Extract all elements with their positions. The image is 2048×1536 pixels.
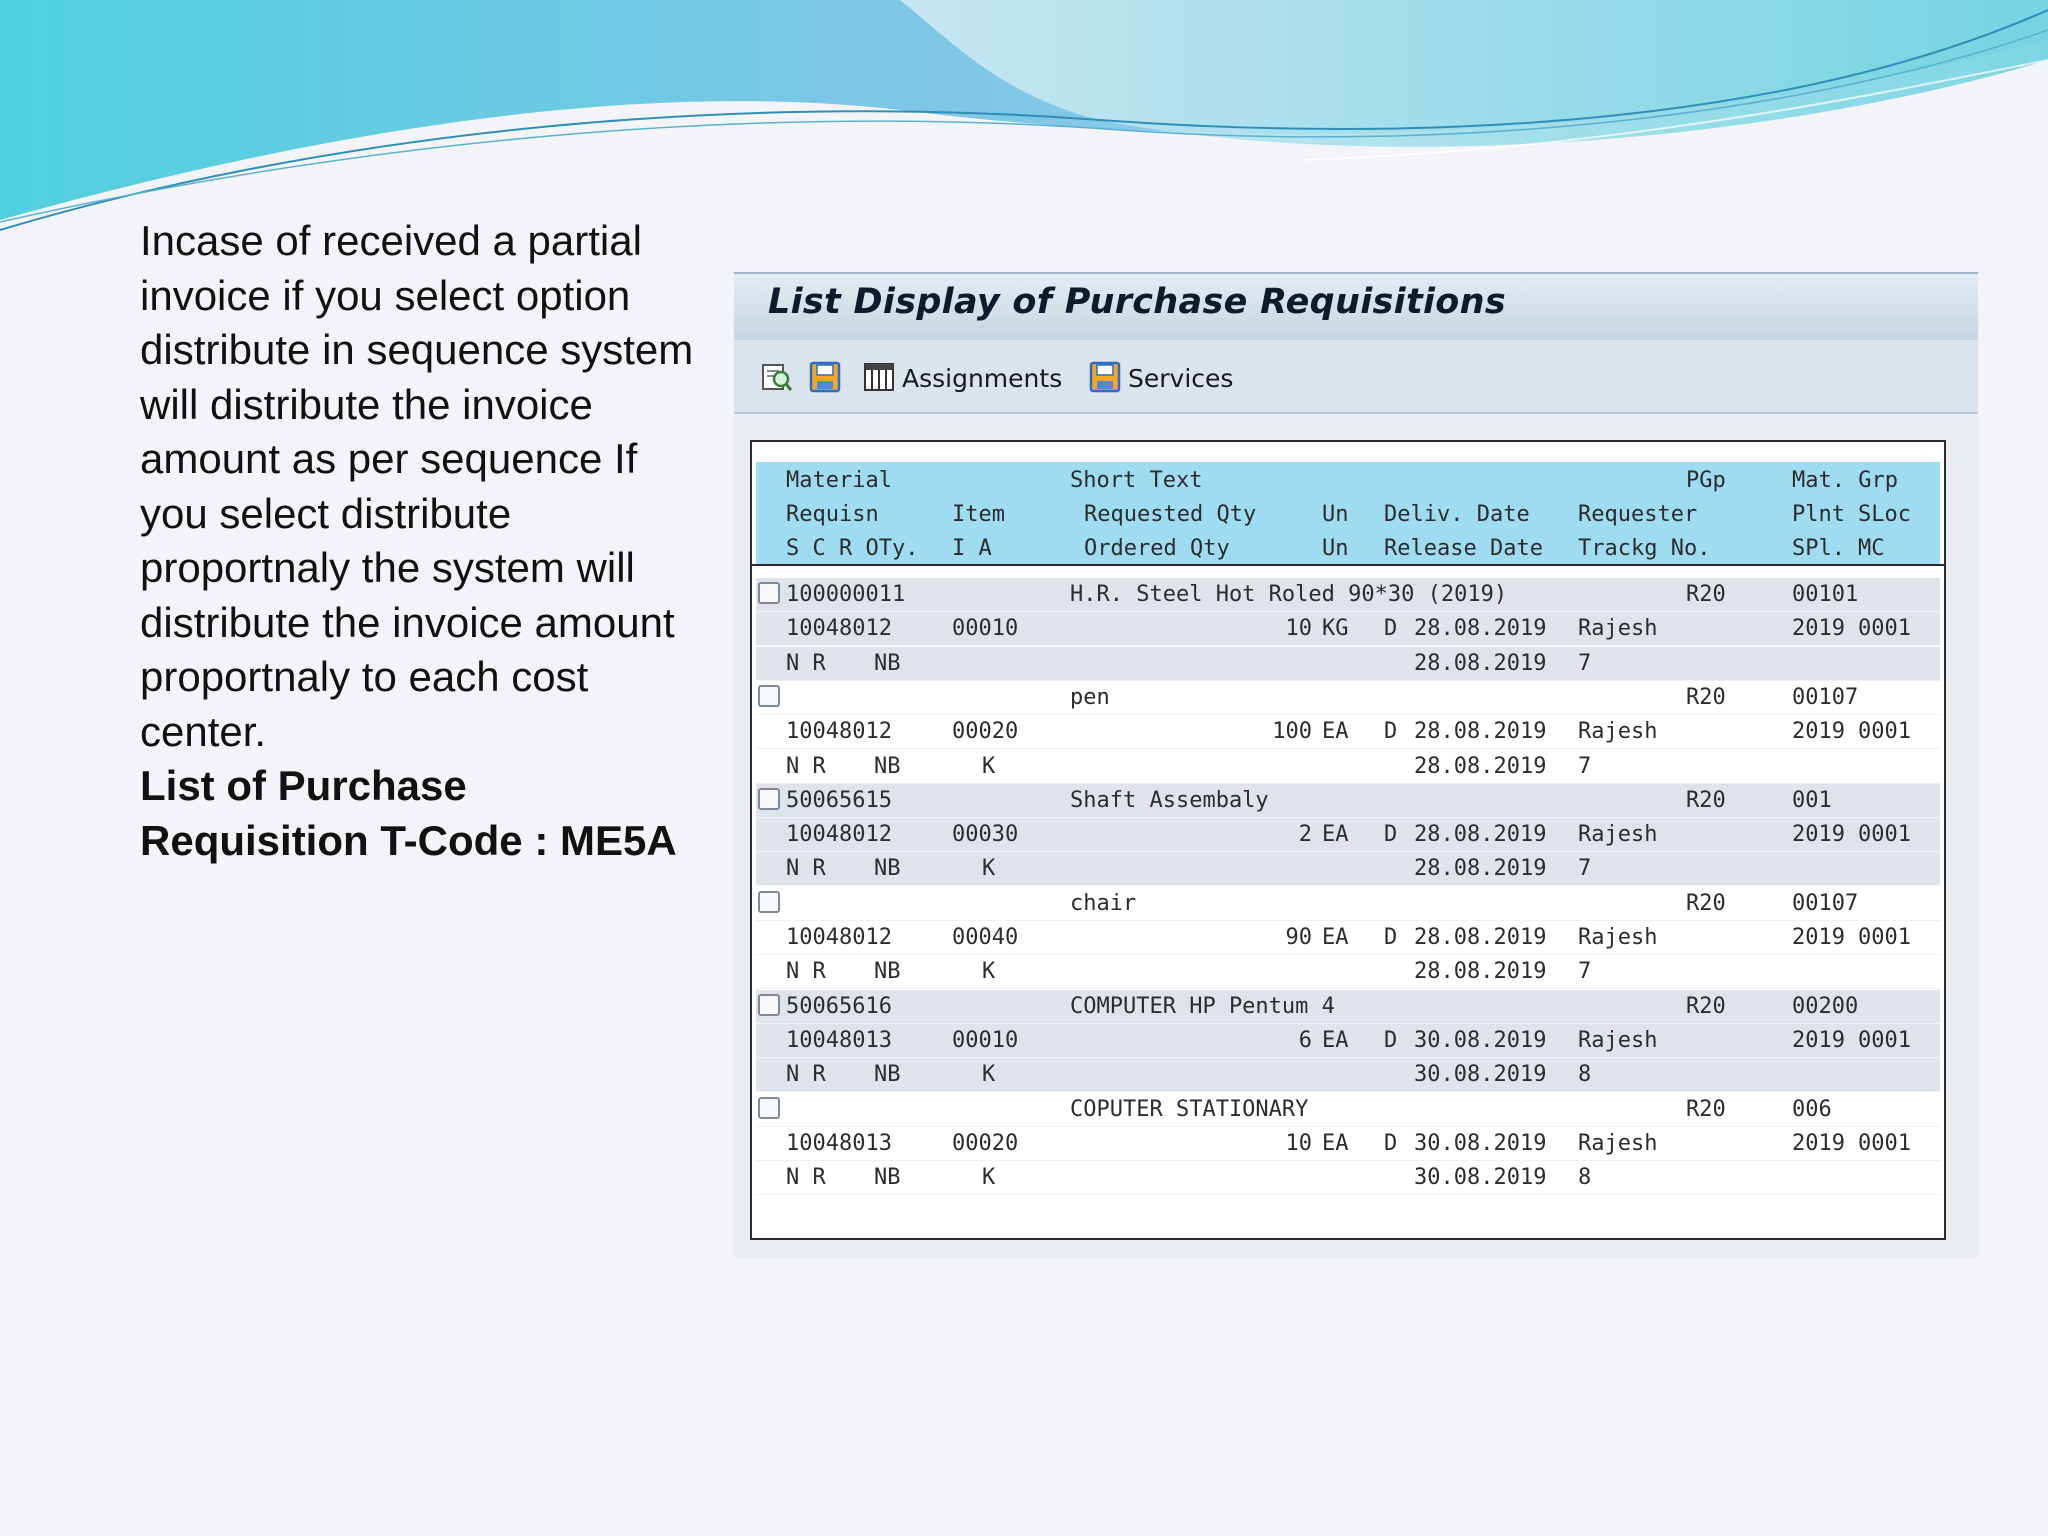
date-category: D xyxy=(1384,616,1398,642)
date-category: D xyxy=(1384,822,1398,848)
description-body: Incase of received a partial invoice if you select option distribute in sequence system will distribute the invoice amount as per sequence If you select distribute proportnaly the system will distribute the invoice amount proportnaly to each cost center. xyxy=(140,217,694,755)
unit: EA xyxy=(1322,1130,1349,1156)
tracking-number: 7 xyxy=(1578,856,1592,882)
storage-location: 0001 xyxy=(1858,616,1911,642)
requested-qty: 10 xyxy=(1285,1130,1312,1156)
status-flags: N R xyxy=(786,753,826,779)
account-assignment: K xyxy=(982,753,996,779)
material-group: 006 xyxy=(1792,1096,1832,1122)
plant: 2019 xyxy=(1792,1027,1845,1053)
release-date: 28.08.2019 xyxy=(1414,856,1547,882)
purchasing-group: R20 xyxy=(1686,890,1726,916)
item-number: 00040 xyxy=(952,925,1019,950)
requested-qty: 90 xyxy=(1285,925,1312,950)
sap-window xyxy=(734,272,1978,1258)
unit: KG xyxy=(1322,616,1349,642)
unit: EA xyxy=(1322,925,1349,950)
tracking-number: 8 xyxy=(1578,1165,1592,1191)
account-assignment: K xyxy=(982,1062,996,1088)
col-plnt: Plnt xyxy=(1792,502,1845,527)
material-group: 00200 xyxy=(1792,993,1859,1019)
tracking-number: 8 xyxy=(1578,1062,1592,1088)
table-row[interactable] xyxy=(756,1127,1940,1161)
row-select-checkbox[interactable] xyxy=(758,582,780,604)
requester: Rajesh xyxy=(1578,616,1658,642)
description-text xyxy=(140,214,700,868)
short-text: pen xyxy=(1070,684,1110,710)
col-mat-grp: Mat. Grp xyxy=(1792,468,1898,493)
material-number: 50065616 xyxy=(786,993,892,1019)
requested-qty: 6 xyxy=(1298,1027,1312,1053)
row-select-checkbox[interactable] xyxy=(758,685,780,707)
purchasing-group: R20 xyxy=(1686,787,1726,813)
unit: EA xyxy=(1322,1027,1349,1053)
table-icon[interactable] xyxy=(862,360,896,394)
col-mc: MC xyxy=(1858,536,1885,561)
order-type: NB xyxy=(874,1062,901,1088)
item-number: 00030 xyxy=(952,822,1019,848)
requisition-list xyxy=(750,440,1946,1240)
status-flags: N R xyxy=(786,1062,826,1088)
purchasing-group: R20 xyxy=(1686,993,1726,1019)
table-row[interactable] xyxy=(756,681,1940,715)
col-sloc: SLoc xyxy=(1858,502,1911,527)
row-divider xyxy=(756,1194,1940,1195)
table-row[interactable] xyxy=(756,647,1940,681)
delivery-date: 30.08.2019 xyxy=(1414,1130,1547,1156)
material-group: 00107 xyxy=(1792,684,1859,710)
storage-location: 0001 xyxy=(1858,719,1911,745)
requester: Rajesh xyxy=(1578,822,1658,848)
delivery-date: 30.08.2019 xyxy=(1414,1027,1547,1053)
row-select-checkbox[interactable] xyxy=(758,891,780,913)
unit: EA xyxy=(1322,719,1349,745)
status-flags: N R xyxy=(786,856,826,882)
requested-qty: 10 xyxy=(1285,616,1312,642)
storage-location: 0001 xyxy=(1858,925,1911,950)
header-divider xyxy=(752,564,1944,566)
row-select-checkbox[interactable] xyxy=(758,788,780,810)
order-type: NB xyxy=(874,1165,901,1191)
col-un-2: Un xyxy=(1322,536,1349,561)
material-group: 00107 xyxy=(1792,890,1859,916)
plant: 2019 xyxy=(1792,616,1845,642)
requested-qty: 2 xyxy=(1298,822,1312,848)
tracking-number: 7 xyxy=(1578,650,1592,676)
release-date: 28.08.2019 xyxy=(1414,650,1547,676)
col-requisn: Requisn xyxy=(786,502,879,527)
table-row[interactable] xyxy=(756,1024,1940,1058)
status-flags: N R xyxy=(786,1165,826,1191)
requester: Rajesh xyxy=(1578,925,1658,950)
requisition-number: 10048013 xyxy=(786,1027,892,1053)
material-group: 001 xyxy=(1792,787,1832,813)
col-ia: I A xyxy=(952,536,992,561)
requisition-number: 10048012 xyxy=(786,822,892,848)
col-ordered-qty: Ordered Qty xyxy=(1084,536,1230,561)
plant: 2019 xyxy=(1792,1130,1845,1156)
unit: EA xyxy=(1322,822,1349,848)
date-category: D xyxy=(1384,719,1398,745)
services-icon[interactable] xyxy=(1088,360,1122,394)
purchasing-group: R20 xyxy=(1686,684,1726,710)
row-select-checkbox[interactable] xyxy=(758,994,780,1016)
order-type: NB xyxy=(874,650,901,676)
tracking-number: 7 xyxy=(1578,959,1592,985)
services-button[interactable]: Services xyxy=(1128,364,1234,393)
find-icon[interactable] xyxy=(760,360,794,394)
plant: 2019 xyxy=(1792,925,1845,950)
material-number: 100000011 xyxy=(786,582,906,607)
row-select-checkbox[interactable] xyxy=(758,1097,780,1119)
tcode-heading: List of Purchase Requisition T-Code : ME5A xyxy=(140,762,677,864)
date-category: D xyxy=(1384,1130,1398,1156)
table-row[interactable] xyxy=(756,818,1940,852)
table-row[interactable] xyxy=(756,921,1940,955)
plant: 2019 xyxy=(1792,822,1845,848)
save-icon[interactable] xyxy=(808,360,842,394)
item-number: 00020 xyxy=(952,719,1019,745)
order-type: NB xyxy=(874,753,901,779)
storage-location: 0001 xyxy=(1858,1130,1911,1156)
table-row[interactable] xyxy=(756,750,1940,784)
table-row[interactable] xyxy=(756,578,1940,612)
short-text: COMPUTER HP Pentum 4 xyxy=(1070,993,1335,1019)
table-row[interactable] xyxy=(756,715,1940,749)
order-type: NB xyxy=(874,856,901,882)
table-row[interactable] xyxy=(756,852,1940,886)
delivery-date: 28.08.2019 xyxy=(1414,822,1547,848)
table-row[interactable] xyxy=(756,990,1940,1024)
date-category: D xyxy=(1384,1027,1398,1053)
purchasing-group: R20 xyxy=(1686,582,1726,607)
col-scr-oty: S C R OTy. xyxy=(786,536,919,561)
storage-location: 0001 xyxy=(1858,1027,1911,1053)
table-row[interactable] xyxy=(756,1058,1940,1092)
table-row[interactable] xyxy=(756,887,1940,921)
table-row[interactable] xyxy=(756,955,1940,989)
account-assignment: K xyxy=(982,1165,996,1191)
col-requester: Requester xyxy=(1578,502,1698,527)
col-short-text: Short Text xyxy=(1070,468,1203,493)
table-row[interactable] xyxy=(756,1161,1940,1195)
requisition-number: 10048012 xyxy=(786,925,892,950)
col-deliv-date: Deliv. Date xyxy=(1384,502,1530,527)
release-date: 28.08.2019 xyxy=(1414,753,1547,779)
application-toolbar xyxy=(734,340,1978,414)
col-item: Item xyxy=(952,502,1005,527)
storage-location: 0001 xyxy=(1858,822,1911,848)
requested-qty: 100 xyxy=(1272,719,1312,745)
release-date: 28.08.2019 xyxy=(1414,959,1547,985)
account-assignment: K xyxy=(982,959,996,985)
plant: 2019 xyxy=(1792,719,1845,745)
material-group: 00101 xyxy=(1792,582,1859,607)
requester: Rajesh xyxy=(1578,1130,1658,1156)
item-number: 00010 xyxy=(952,616,1019,642)
order-type: NB xyxy=(874,959,901,985)
release-date: 30.08.2019 xyxy=(1414,1062,1547,1088)
tracking-number: 7 xyxy=(1578,753,1592,779)
delivery-date: 28.08.2019 xyxy=(1414,925,1547,950)
short-text: Shaft Assembaly xyxy=(1070,787,1269,813)
table-row[interactable] xyxy=(756,1093,1940,1127)
status-flags: N R xyxy=(786,959,826,985)
item-number: 00010 xyxy=(952,1027,1019,1053)
table-row[interactable] xyxy=(756,784,1940,818)
col-spl: SPl. xyxy=(1792,536,1845,561)
window-title: List Display of Purchase Requisitions xyxy=(768,282,1506,322)
requester: Rajesh xyxy=(1578,1027,1658,1053)
short-text: COPUTER STATIONARY xyxy=(1070,1096,1309,1122)
col-pgp: PGp xyxy=(1686,468,1726,493)
assignments-button[interactable]: Assignments xyxy=(902,364,1063,393)
material-number: 50065615 xyxy=(786,787,892,813)
item-number: 00020 xyxy=(952,1130,1019,1156)
col-requested-qty: Requested Qty xyxy=(1084,502,1257,527)
requisition-number: 10048012 xyxy=(786,719,892,745)
short-text: chair xyxy=(1070,890,1137,916)
wave-banner xyxy=(0,0,2048,240)
window-title-bar xyxy=(734,272,1978,340)
list-header xyxy=(756,462,1940,564)
col-un: Un xyxy=(1322,502,1349,527)
date-category: D xyxy=(1384,925,1398,950)
release-date: 30.08.2019 xyxy=(1414,1165,1547,1191)
requester: Rajesh xyxy=(1578,719,1658,745)
requisition-number: 10048012 xyxy=(786,616,892,642)
delivery-date: 28.08.2019 xyxy=(1414,616,1547,642)
col-release-date: Release Date xyxy=(1384,536,1543,561)
status-flags: N R xyxy=(786,650,826,676)
col-trackg-no: Trackg No. xyxy=(1578,536,1711,561)
short-text: H.R. Steel Hot Roled 90*30 (2019) xyxy=(1070,582,1508,607)
table-row[interactable] xyxy=(756,612,1940,646)
account-assignment: K xyxy=(982,856,996,882)
col-material: Material xyxy=(786,468,892,493)
purchasing-group: R20 xyxy=(1686,1096,1726,1122)
delivery-date: 28.08.2019 xyxy=(1414,719,1547,745)
requisition-number: 10048013 xyxy=(786,1130,892,1156)
